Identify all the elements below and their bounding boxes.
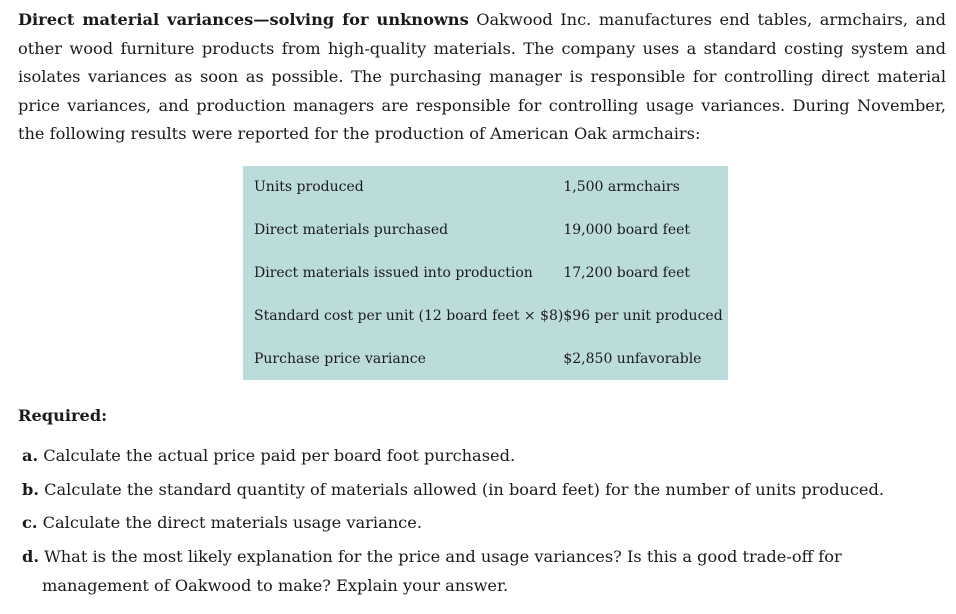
row-label: Purchase price variance (254, 350, 426, 367)
table-row (243, 337, 728, 380)
problem-intro (18, 6, 946, 149)
problem-intro-text: Oakwood Inc. manufactures end tables, armchairs, and other wood furniture products from high-quality materials. The company uses a standard costing system and isolates variances as soon as possible. The purchasing manager is responsible for controlling direct material price variances, and production managers are responsible for controlling usage variances. During November, the following results were reported for the production of American Oak armchairs: (18, 10, 946, 143)
row-label: Direct materials issued into production (254, 264, 533, 281)
row-label: Standard cost per unit (12 board feet × $8) (254, 307, 564, 324)
required-heading: Required: (18, 406, 108, 425)
question-text: Calculate the actual price paid per board foot purchased. (38, 446, 516, 465)
row-label: Units produced (254, 179, 364, 196)
list-item (22, 475, 942, 504)
question-letter: d. (22, 546, 39, 566)
question-list (22, 441, 942, 604)
question-text: Calculate the direct materials usage variance. (37, 513, 422, 532)
question-text: What is the most likely explanation for the price and usage variances? Is this a good trade-off for management of Oakwood to make? Explain your answer. (38, 546, 842, 595)
row-value: $96 per unit produced (563, 307, 723, 324)
row-value: 19,000 board feet (563, 222, 691, 239)
question-text: Calculate the standard quantity of materials allowed (in board feet) for the number of units produced. (38, 479, 885, 499)
table-row (243, 166, 728, 209)
table-row (243, 209, 728, 252)
row-value: 17,200 board feet (563, 264, 691, 281)
list-item (22, 508, 942, 537)
row-value: $2,850 unfavorable (563, 350, 702, 367)
question-letter: a. (22, 446, 39, 465)
problem-heading: Direct material variances—solving for unknowns (18, 10, 469, 29)
table-row (243, 294, 728, 337)
list-item (22, 441, 942, 470)
table-row (243, 252, 728, 295)
row-value: 1,500 armchairs (563, 179, 680, 196)
row-label: Direct materials purchased (254, 222, 449, 239)
list-item (22, 542, 942, 600)
question-letter: b. (22, 479, 39, 499)
question-letter: c. (22, 513, 38, 532)
results-table (243, 166, 728, 380)
